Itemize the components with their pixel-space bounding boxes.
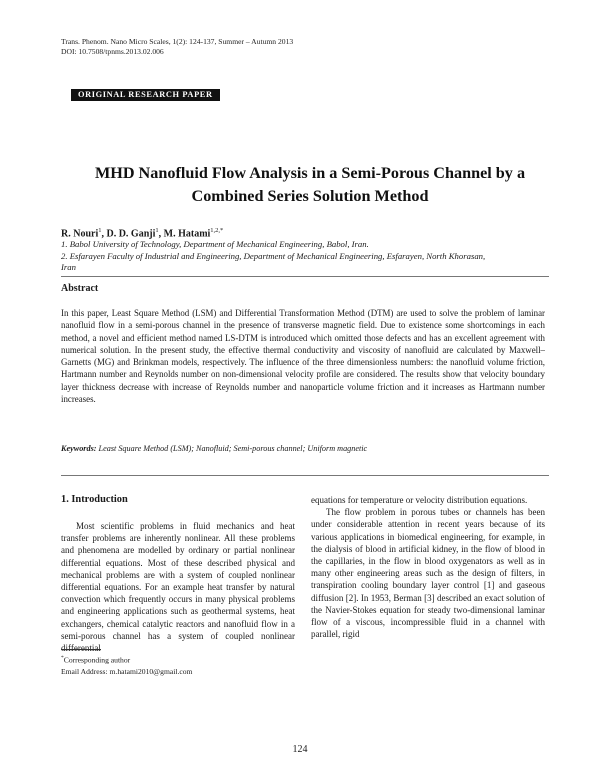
footnote-mark: * xyxy=(61,655,64,661)
abstract-text: In this paper, Least Square Method (LSM) and Differential Transformation Method (DTM) are used to solve the problem of laminar nanofluid flow in a semi-porous channel in the presence of transverse magnetic field. Due to existence some shortcomings in each method, a novel and efficient method named LS-DTM is introduced which omitted those defects and has an excellent agreement with numerical solution. In the present study, the effective thermal conductivity and viscosity of nanofluid are calculated by Maxwell–Garnetts (MG) and Brinkman models, respectively. The influence of the three dimensionless numbers: the nanofluid volume friction, Hartmann number and Reynolds number on non-dimensional velocity profile are considered. The results show that velocity boundary layer thickness decrease with increase of Reynolds number and nanoparticle volume friction and it increases as Hartmann number increases. xyxy=(61,308,545,405)
author-name: R. Nouri xyxy=(61,228,99,240)
author-separator: , xyxy=(101,228,107,240)
affiliation-1: 1. Babol University of Technology, Department of Mechanical Engineering, Babol, Iran. xyxy=(61,239,369,249)
footnote-corresponding: Corresponding author xyxy=(63,655,131,665)
divider xyxy=(61,475,549,476)
keywords-text: Least Square Method (LSM); Nanofluid; Semi-porous channel; Uniform magnetic xyxy=(98,444,368,453)
author-affil-mark: 1 xyxy=(155,227,159,234)
title-line-1: MHD Nanofluid Flow Analysis in a Semi-Porous Channel by a xyxy=(94,164,526,182)
journal-doi: DOI: 10.7508/tpnms.2013.02.006 xyxy=(61,47,164,56)
author-affil-mark: 1 xyxy=(98,227,102,234)
intro-paragraph-1: Most scientific problems in fluid mechanics and heat transfer problems are inherently nonlinear. All these problems and phenomena are modelled by ordinary or partial nonlinear differential equations. Most of these described physical and mechanical problems are with a system of coupled nonlinear differential equations. For an example heat transfer by natural convection which frequently occurs in many physical problems and engineering applications such as geothermal systems, heat exchangers, chemical catalytic reactors and nanofluid flow in a semi-porous channel has a system of coupled nonlinear differential xyxy=(61,521,295,654)
footnote-email: Email Address: m.hatami2010@gmail.com xyxy=(61,666,193,676)
author-list xyxy=(61,227,223,239)
intro-paragraph-2: The flow problem in porous tubes or channels has been under considerable attention in recent years because of its various applications in biomedical engineering, for example, in the dialysis of blood in artificial kidney, in the flow of blood in the capillaries, in the flow in blood oxygenators as well as in many other engineering areas such as the design of filters, in transpiration cooling boundary layer control [1] and gaseous diffusion [2]. In 1953, Berman [3] described an exact solution of the Navier-Stokes equation for steady two-dimensional laminar flow of a viscous, incompressible fluid in a channel with parallel, rigid xyxy=(311,507,545,640)
author-name: M. Hatami xyxy=(163,228,211,240)
left-column xyxy=(61,520,295,654)
author-affil-mark: 1,2,* xyxy=(210,227,224,234)
title-line-2: Combined Series Solution Method xyxy=(191,187,429,205)
divider xyxy=(61,276,549,277)
page-number: 124 xyxy=(292,744,308,755)
affiliation-2-cont: Iran xyxy=(61,262,76,272)
keywords xyxy=(61,444,545,453)
author-name: D. D. Ganji xyxy=(106,228,156,240)
article-type-badge: ORIGINAL RESEARCH PAPER xyxy=(71,89,220,101)
journal-header xyxy=(61,37,293,57)
abstract-heading: Abstract xyxy=(61,283,99,294)
footnote xyxy=(61,653,192,677)
footnote-rule xyxy=(61,649,101,650)
affiliation-2: 2. Esfarayen Faculty of Industrial and Engineering, Department of Mechanical Engineering, Esfarayen, North Khorasan, xyxy=(61,250,486,261)
paper-title xyxy=(70,162,550,208)
keywords-label: Keywords: xyxy=(61,444,99,453)
intro-paragraph-1-cont: equations for temperature or velocity distribution equations. xyxy=(311,495,528,505)
right-column xyxy=(311,494,545,640)
journal-citation: Trans. Phenom. Nano Micro Scales, 1(2): 124-137, Summer – Autumn 2013 xyxy=(61,37,294,46)
author-separator: , xyxy=(158,228,164,240)
section-heading: 1. Introduction xyxy=(61,494,128,505)
